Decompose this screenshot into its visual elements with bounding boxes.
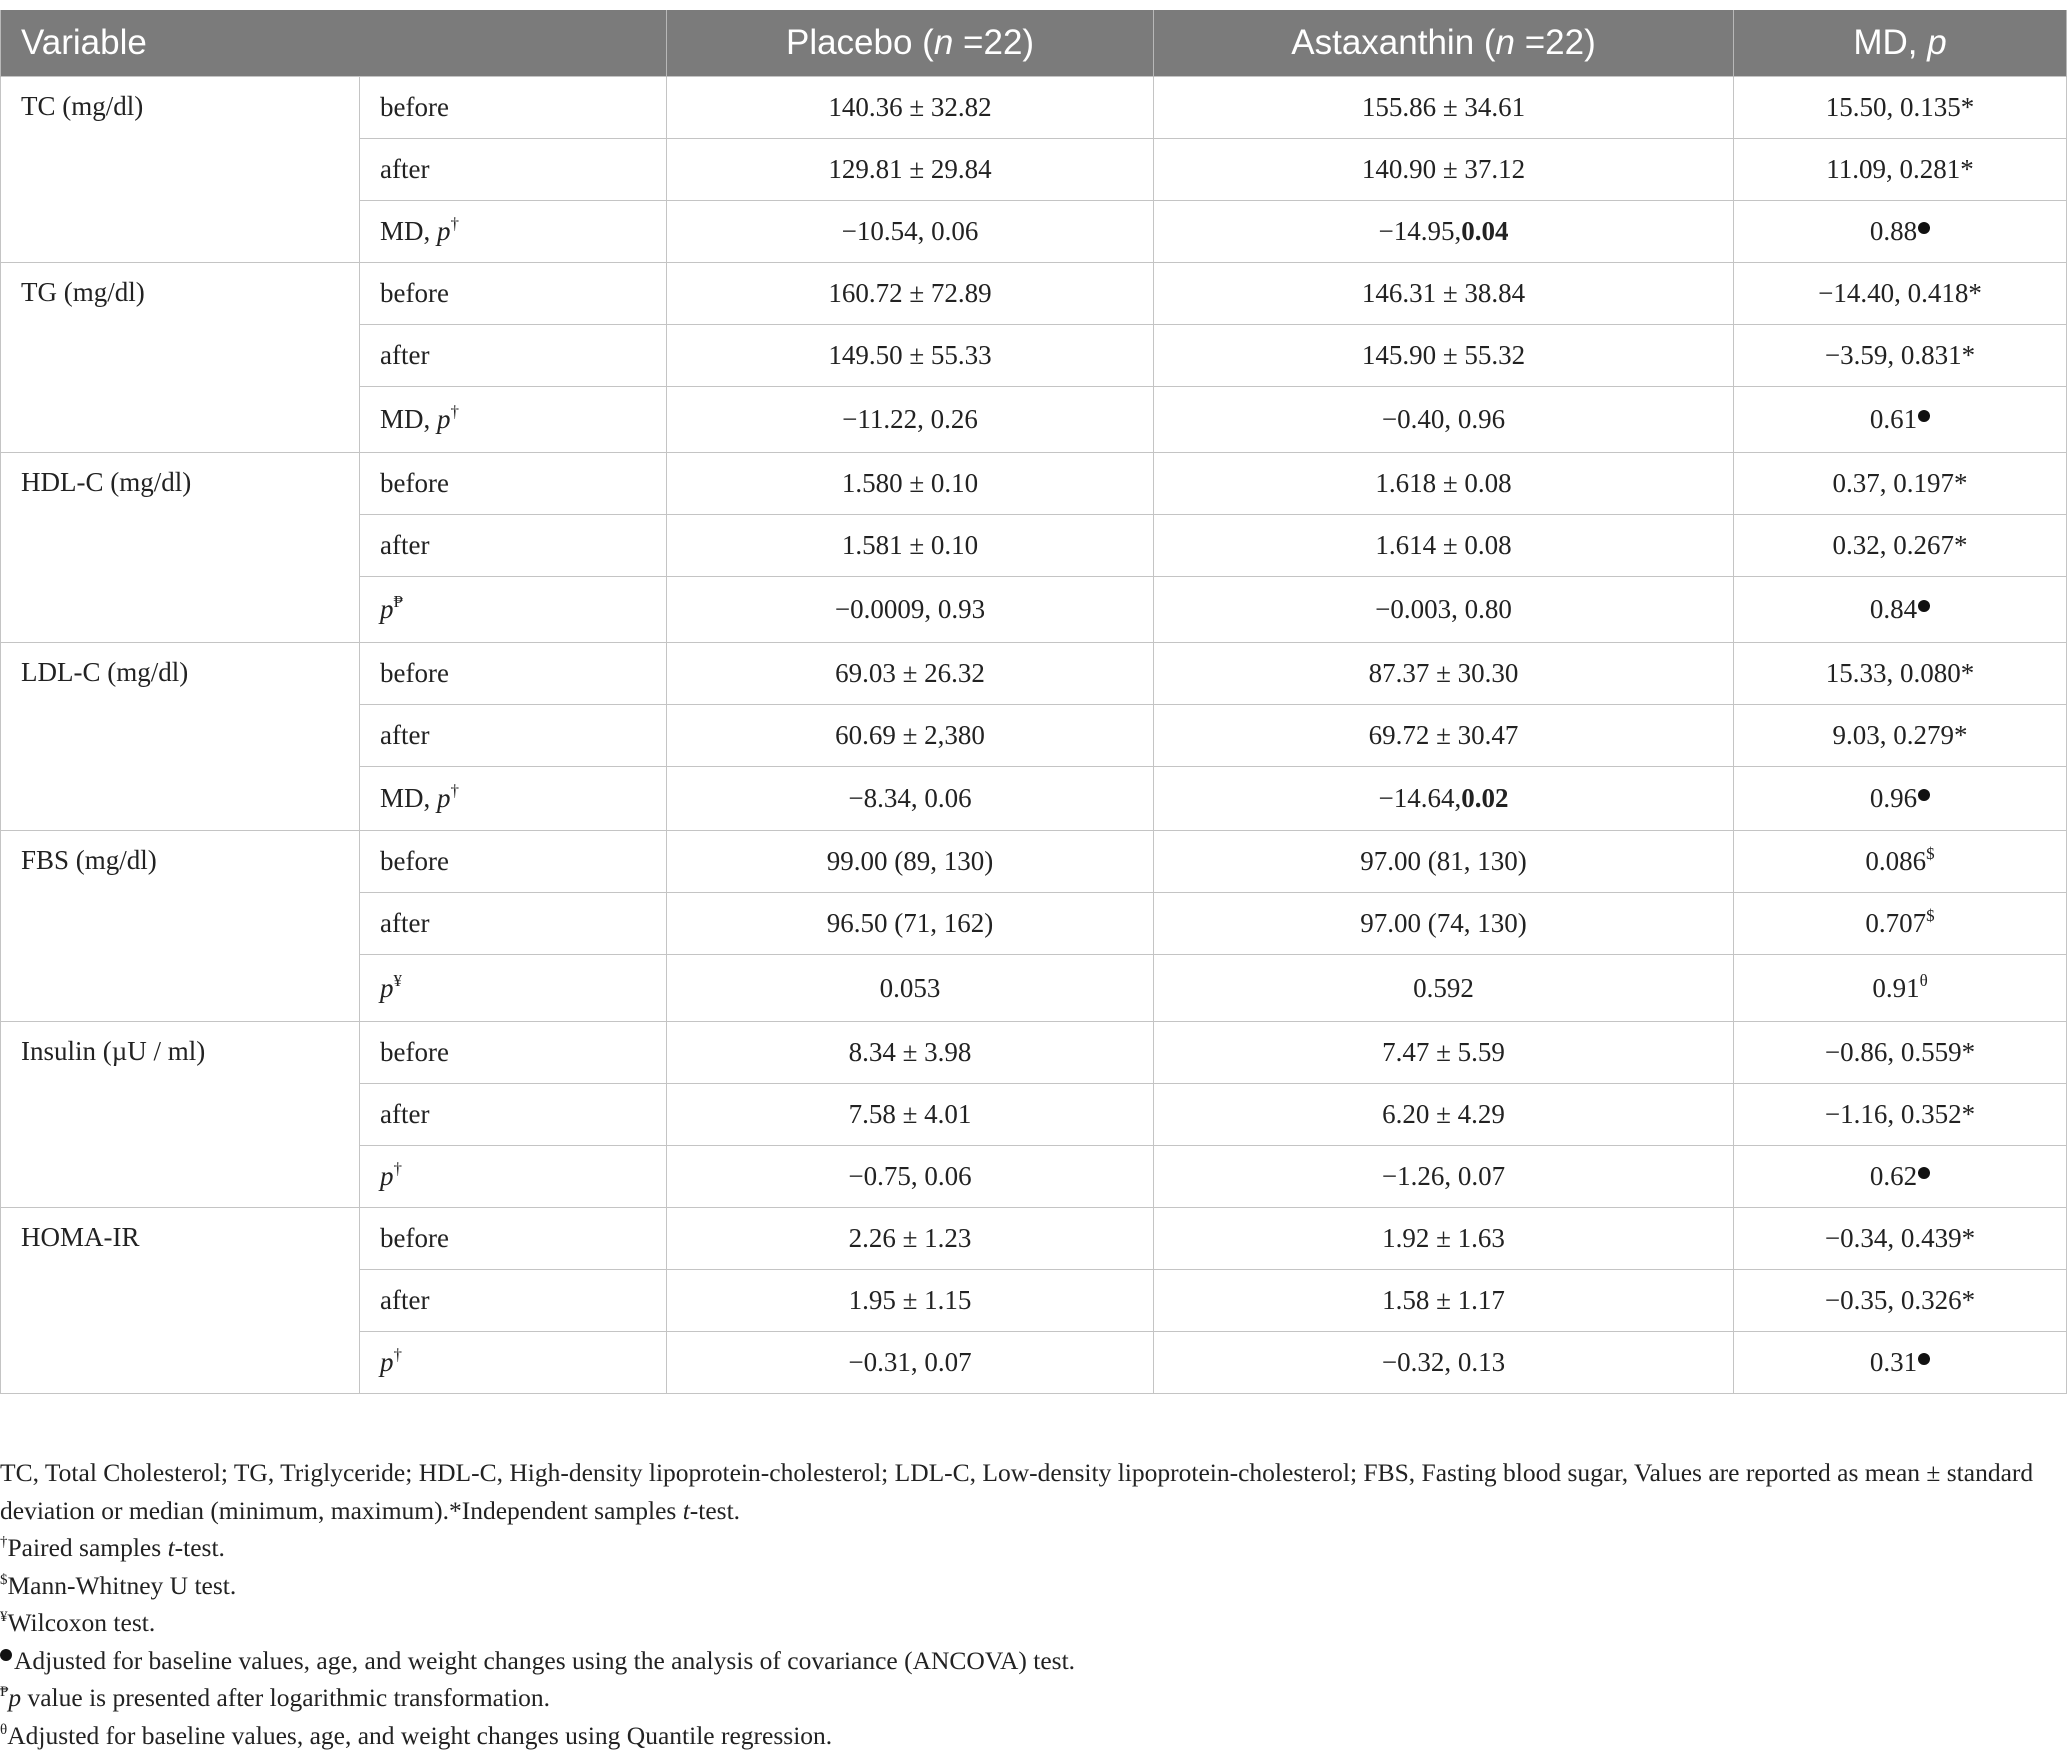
md-value: −3.59, 0.831*	[1824, 340, 1976, 370]
md-value: 15.33, 0.080*	[1825, 658, 1975, 688]
row-label-cell	[360, 831, 667, 893]
footnote-ancova-text: Adjusted for baseline values, age, and weight changes using the analysis of covariance (ANCOVA) test.	[14, 1645, 1076, 1675]
variable-cell	[1, 263, 360, 453]
md-cell	[1734, 1332, 2067, 1394]
astaxanthin-cell	[1154, 955, 1734, 1022]
header-astaxanthin	[1154, 10, 1734, 77]
md-cell	[1734, 1270, 2067, 1332]
md-cell	[1734, 577, 2067, 643]
md-cell	[1734, 453, 2067, 515]
md-cell	[1734, 77, 2067, 139]
placebo-cell	[667, 831, 1154, 893]
md-cell	[1734, 955, 2067, 1022]
astaxanthin-value: 7.47 ± 5.59	[1382, 1037, 1505, 1067]
placebo-cell	[667, 387, 1154, 453]
astaxanthin-cell	[1154, 453, 1734, 515]
placebo-cell	[667, 453, 1154, 515]
md-value: 15.50, 0.135*	[1825, 92, 1975, 122]
footnote-abbrev-t: t	[682, 1495, 690, 1525]
placebo-value: 1.580 ± 0.10	[841, 468, 979, 498]
footnote-paired-t: t	[167, 1533, 175, 1562]
placebo-value: 1.95 ± 1.15	[848, 1285, 972, 1315]
footnote-paired-end: -test.	[174, 1533, 225, 1562]
variable-name: TG (mg/dl)	[21, 277, 145, 307]
md-value: −14.40, 0.418*	[1818, 278, 1982, 308]
ancova-dot-icon	[1918, 600, 1930, 612]
row-label-cell	[360, 955, 667, 1022]
row-label: after	[380, 1285, 430, 1315]
placebo-cell	[667, 643, 1154, 705]
placebo-value: 99.00 (89, 130)	[826, 846, 994, 876]
header-placebo	[667, 10, 1154, 77]
md-superscript: $	[1926, 906, 1935, 925]
astaxanthin-value: −0.40, 0.96	[1381, 404, 1506, 434]
astaxanthin-value: 145.90 ± 55.32	[1361, 340, 1526, 370]
row-label-cell	[360, 139, 667, 201]
footnote-ancova	[0, 1642, 2060, 1680]
row-label-cell	[360, 515, 667, 577]
row-label-superscript: †	[393, 1159, 402, 1178]
footnote-wilcoxon-symbol: ¥	[0, 1609, 8, 1625]
md-cell	[1734, 643, 2067, 705]
md-value: 0.31	[1869, 1347, 1918, 1377]
placebo-cell	[667, 1332, 1154, 1394]
row-label-cell	[360, 77, 667, 139]
astaxanthin-value: −14.64,	[1378, 783, 1462, 813]
variable-cell	[1, 643, 360, 831]
header-md-text: MD,	[1853, 23, 1928, 62]
row-label-cell	[360, 1270, 667, 1332]
header-placebo-text: Placebo (	[785, 23, 934, 62]
table-body	[1, 77, 2067, 1394]
row-label: before	[380, 1223, 449, 1253]
footnote-quantile	[0, 1717, 2060, 1755]
row-label-p: p	[380, 594, 394, 624]
table-footnotes	[0, 1454, 2060, 1754]
header-md-p-italic: p	[1927, 23, 1947, 62]
footnote-quantile-text: Adjusted for baseline values, age, and weight changes using Quantile regression.	[7, 1720, 833, 1750]
placebo-value: 149.50 ± 55.33	[828, 340, 992, 370]
md-cell	[1734, 515, 2067, 577]
footnote-wilcoxon	[0, 1604, 2060, 1642]
placebo-cell	[667, 893, 1154, 955]
md-value: 0.707	[1865, 908, 1927, 938]
row-label-cell	[360, 767, 667, 831]
md-cell	[1734, 1022, 2067, 1084]
table-row	[1, 831, 2067, 893]
placebo-value: 129.81 ± 29.84	[828, 154, 992, 184]
variable-name: HOMA-IR	[21, 1222, 140, 1252]
row-label-cell	[360, 577, 667, 643]
md-value: 11.09, 0.281*	[1826, 154, 1974, 184]
placebo-cell	[667, 1022, 1154, 1084]
variable-cell	[1, 453, 360, 643]
header-astaxanthin-n: n	[1495, 23, 1516, 62]
row-label-superscript: †	[450, 781, 460, 800]
astaxanthin-cell	[1154, 201, 1734, 263]
row-label-superscript: †	[393, 1345, 402, 1364]
md-value: 9.03, 0.279*	[1832, 720, 1968, 750]
placebo-cell	[667, 705, 1154, 767]
placebo-value: 69.03 ± 26.32	[835, 658, 985, 688]
astaxanthin-cell	[1154, 1084, 1734, 1146]
results-table	[0, 10, 2067, 1394]
row-label: before	[380, 468, 449, 498]
table-row	[1, 1022, 2067, 1084]
placebo-cell	[667, 577, 1154, 643]
ancova-dot-icon	[1918, 789, 1930, 801]
variable-name: Insulin (µU / ml)	[21, 1036, 206, 1066]
astaxanthin-value: 146.31 ± 38.84	[1361, 278, 1526, 308]
ancova-dot-icon	[1918, 1167, 1930, 1179]
placebo-value: 140.36 ± 32.82	[828, 92, 992, 122]
placebo-cell	[667, 1146, 1154, 1208]
row-label: before	[380, 278, 449, 308]
header-placebo-n: n	[933, 23, 954, 62]
header-variable-label: Variable	[21, 23, 147, 62]
row-label-p: p	[380, 972, 394, 1003]
md-value: 0.086	[1865, 846, 1927, 876]
footnote-mann-whitney	[0, 1567, 2060, 1605]
row-label-p: p	[380, 1161, 394, 1191]
astaxanthin-cell	[1154, 705, 1734, 767]
footnote-quantile-symbol: θ	[0, 1721, 8, 1738]
placebo-value: −10.54, 0.06	[841, 216, 979, 246]
md-value: −0.34, 0.439*	[1824, 1223, 1976, 1253]
placebo-cell	[667, 77, 1154, 139]
astaxanthin-cell	[1154, 263, 1734, 325]
placebo-cell	[667, 1208, 1154, 1270]
astaxanthin-value: 6.20 ± 4.29	[1382, 1099, 1505, 1129]
row-label: before	[380, 658, 449, 688]
md-cell	[1734, 831, 2067, 893]
header-variable	[1, 10, 667, 77]
row-label: before	[380, 92, 449, 122]
footnote-abbreviations	[0, 1454, 2060, 1529]
footnote-paired-symbol: †	[0, 1534, 8, 1550]
md-cell	[1734, 1084, 2067, 1146]
astaxanthin-value: 1.618 ± 0.08	[1375, 468, 1512, 498]
astaxanthin-cell	[1154, 831, 1734, 893]
astaxanthin-value: 97.00 (74, 130)	[1360, 908, 1527, 938]
md-cell	[1734, 1208, 2067, 1270]
placebo-value: −8.34, 0.06	[848, 783, 972, 813]
astaxanthin-cell	[1154, 139, 1734, 201]
md-value: 0.62	[1869, 1161, 1918, 1191]
row-label-cell	[360, 1146, 667, 1208]
astaxanthin-cell	[1154, 1022, 1734, 1084]
astaxanthin-value: 97.00 (81, 130)	[1360, 846, 1527, 876]
placebo-value: 1.581 ± 0.10	[841, 530, 979, 560]
row-label-superscript: ₱	[393, 592, 403, 611]
md-value: −1.16, 0.352*	[1824, 1099, 1976, 1129]
placebo-cell	[667, 201, 1154, 263]
md-superscript: $	[1926, 844, 1935, 863]
variable-cell	[1, 831, 360, 1022]
astaxanthin-value: −0.003, 0.80	[1375, 594, 1512, 624]
bullet-dot-icon	[0, 1649, 12, 1661]
row-label-p: p	[437, 783, 451, 813]
placebo-value: −11.22, 0.26	[842, 404, 978, 434]
astaxanthin-value: 69.72 ± 30.47	[1368, 720, 1519, 750]
md-value: 0.91	[1872, 972, 1920, 1003]
header-placebo-count: =22)	[953, 23, 1035, 62]
placebo-cell	[667, 263, 1154, 325]
md-cell	[1734, 201, 2067, 263]
row-label-cell	[360, 263, 667, 325]
row-label-prefix: MD,	[380, 216, 438, 246]
astaxanthin-value: 1.614 ± 0.08	[1375, 530, 1512, 560]
row-label: after	[380, 1099, 430, 1129]
md-cell	[1734, 705, 2067, 767]
md-value: 0.37, 0.197*	[1832, 468, 1968, 498]
placebo-value: 60.69 ± 2,380	[835, 720, 985, 750]
row-label-superscript: ¥	[393, 970, 402, 990]
footnote-mann-text: Mann-Whitney U test.	[7, 1570, 237, 1600]
md-value: −0.35, 0.326*	[1824, 1285, 1976, 1315]
astaxanthin-cell	[1154, 1332, 1734, 1394]
table-row	[1, 263, 2067, 325]
ancova-dot-icon	[1918, 410, 1930, 422]
astaxanthin-significant-p: 0.02	[1461, 783, 1509, 813]
md-value: 0.96	[1869, 783, 1918, 813]
astaxanthin-cell	[1154, 1208, 1734, 1270]
footnote-log	[0, 1679, 2060, 1717]
placebo-cell	[667, 955, 1154, 1022]
header-md-p	[1734, 10, 2067, 77]
row-label: after	[380, 340, 430, 370]
astaxanthin-cell	[1154, 387, 1734, 453]
placebo-value: 0.053	[879, 972, 941, 1003]
ancova-dot-icon	[1918, 222, 1930, 234]
md-value: 0.88	[1869, 216, 1918, 246]
placebo-cell	[667, 325, 1154, 387]
row-label-cell	[360, 1084, 667, 1146]
footnote-paired	[0, 1529, 2060, 1567]
footnote-log-p: p	[8, 1683, 22, 1712]
astaxanthin-cell	[1154, 767, 1734, 831]
astaxanthin-cell	[1154, 1146, 1734, 1208]
md-cell	[1734, 263, 2067, 325]
row-label-superscript: †	[450, 402, 460, 421]
astaxanthin-cell	[1154, 577, 1734, 643]
placebo-value: 2.26 ± 1.23	[848, 1223, 972, 1253]
md-value: 0.61	[1869, 404, 1918, 434]
astaxanthin-value: 0.592	[1413, 972, 1474, 1003]
header-astaxanthin-text: Astaxanthin (	[1291, 23, 1496, 62]
md-cell	[1734, 387, 2067, 453]
variable-name: HDL-C (mg/dl)	[21, 467, 192, 497]
astaxanthin-value: 1.92 ± 1.63	[1382, 1223, 1505, 1253]
md-superscript: θ	[1919, 970, 1928, 990]
placebo-cell	[667, 767, 1154, 831]
row-label-cell	[360, 643, 667, 705]
header-row	[1, 10, 2067, 77]
md-cell	[1734, 767, 2067, 831]
row-label-prefix: MD,	[380, 783, 438, 813]
md-cell	[1734, 893, 2067, 955]
row-label-cell	[360, 1332, 667, 1394]
placebo-value: −0.75, 0.06	[848, 1161, 972, 1191]
md-cell	[1734, 139, 2067, 201]
row-label-p: p	[380, 1347, 394, 1377]
placebo-cell	[667, 515, 1154, 577]
astaxanthin-cell	[1154, 515, 1734, 577]
variable-cell	[1, 1022, 360, 1208]
astaxanthin-value: −14.95,	[1378, 216, 1462, 246]
row-label-superscript: †	[450, 214, 460, 233]
row-label: before	[380, 1037, 449, 1067]
table-row	[1, 1208, 2067, 1270]
astaxanthin-value: 1.58 ± 1.17	[1382, 1285, 1505, 1315]
placebo-value: 8.34 ± 3.98	[848, 1037, 972, 1067]
row-label-cell	[360, 325, 667, 387]
table-row	[1, 77, 2067, 139]
variable-name: LDL-C (mg/dl)	[21, 657, 189, 687]
variable-cell	[1, 77, 360, 263]
row-label-cell	[360, 1022, 667, 1084]
footnote-mann-symbol: $	[0, 1571, 8, 1588]
header-astaxanthin-count: =22)	[1515, 23, 1596, 62]
row-label-cell	[360, 453, 667, 515]
placebo-value: −0.31, 0.07	[848, 1347, 972, 1377]
md-value: 0.32, 0.267*	[1832, 530, 1968, 560]
astaxanthin-value: −1.26, 0.07	[1381, 1161, 1506, 1191]
table-row	[1, 643, 2067, 705]
placebo-cell	[667, 1084, 1154, 1146]
row-label-cell	[360, 893, 667, 955]
row-label-p: p	[437, 216, 451, 246]
row-label: after	[380, 530, 430, 560]
row-label: after	[380, 720, 430, 750]
md-cell	[1734, 1146, 2067, 1208]
row-label-prefix: MD,	[380, 404, 438, 434]
astaxanthin-value: 155.86 ± 34.61	[1361, 92, 1526, 122]
astaxanthin-cell	[1154, 643, 1734, 705]
ancova-dot-icon	[1918, 1353, 1930, 1365]
astaxanthin-value: 87.37 ± 30.30	[1368, 658, 1519, 688]
placebo-value: 160.72 ± 72.89	[828, 278, 992, 308]
footnote-log-symbol: ₱	[0, 1684, 9, 1700]
variable-cell	[1, 1208, 360, 1394]
table-row	[1, 453, 2067, 515]
variable-name: FBS (mg/dl)	[21, 845, 157, 875]
astaxanthin-cell	[1154, 325, 1734, 387]
row-label-cell	[360, 1208, 667, 1270]
row-label-cell	[360, 387, 667, 453]
placebo-cell	[667, 1270, 1154, 1332]
placebo-value: −0.0009, 0.93	[834, 594, 986, 624]
astaxanthin-significant-p: 0.04	[1461, 216, 1509, 246]
row-label: after	[380, 154, 430, 184]
footnote-abbrev-end: -test.	[689, 1495, 741, 1525]
astaxanthin-value: −0.32, 0.13	[1381, 1347, 1506, 1377]
placebo-value: 96.50 (71, 162)	[826, 908, 994, 938]
placebo-cell	[667, 139, 1154, 201]
astaxanthin-cell	[1154, 77, 1734, 139]
row-label: before	[380, 846, 449, 876]
placebo-value: 7.58 ± 4.01	[848, 1099, 972, 1129]
footnote-wilcoxon-text: Wilcoxon test.	[7, 1608, 156, 1637]
footnote-abbrev-text: TC, Total Cholesterol; TG, Triglyceride; HDL-C, High-density lipoprotein-cholesterol; LDL-C, Low-density lipoprotein-cholesterol; FBS, Fasting blood sugar, Values are reported as mean ± standard deviation or median (minimum, maximum).*Independent samples	[0, 1458, 2034, 1525]
astaxanthin-value: 140.90 ± 37.12	[1361, 154, 1526, 184]
astaxanthin-cell	[1154, 1270, 1734, 1332]
footnote-paired-text: Paired samples	[7, 1533, 168, 1562]
variable-name: TC (mg/dl)	[21, 91, 144, 121]
footnote-log-text: value is presented after logarithmic transformation.	[21, 1683, 551, 1712]
md-value: −0.86, 0.559*	[1824, 1037, 1976, 1067]
row-label: after	[380, 908, 430, 938]
md-cell	[1734, 325, 2067, 387]
row-label-p: p	[437, 404, 451, 434]
row-label-cell	[360, 705, 667, 767]
md-value: 0.84	[1869, 594, 1918, 624]
row-label-cell	[360, 201, 667, 263]
astaxanthin-cell	[1154, 893, 1734, 955]
